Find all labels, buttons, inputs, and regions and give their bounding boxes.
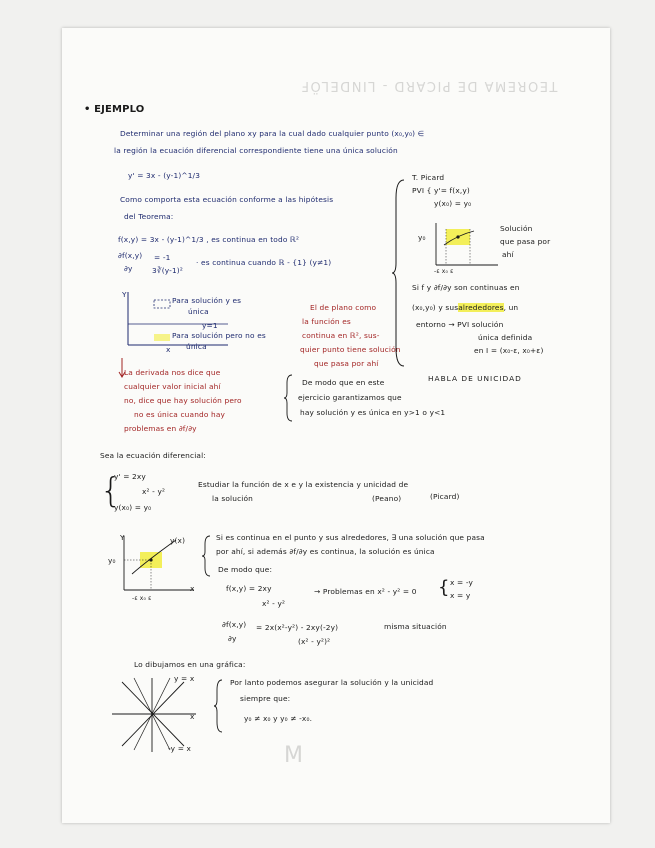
ex2-eq2: y(x₀) = y₀ (114, 503, 152, 512)
ex1-check-2: del Teorema: (124, 212, 174, 221)
brace-note-2: ejercicio garantizamos que (298, 393, 402, 402)
star-line-a: y = x (174, 674, 195, 683)
ex1-df-eq: = -1 (154, 253, 171, 262)
star-x-label: x (190, 712, 195, 721)
ex1-check-1: Como comporta esta ecuación conforme a las hipótesis (120, 195, 334, 204)
intro-line-2: la región la ecuación diferencial correspondiente tiene una única solución (114, 146, 398, 155)
ex2-brace-icon (202, 534, 212, 578)
ex2-graph-y0: y₀ (108, 556, 116, 565)
picard-bracket (392, 178, 406, 368)
picard-cond-4-a: (x₀,y₀) y sus (412, 303, 459, 312)
ex2-eq1: y' = 2xy (114, 472, 146, 481)
ex2-deriv-num: ∂f(x,y) (222, 620, 247, 629)
brace-icon (284, 373, 294, 423)
ex2-problems: → Problemas en x² - y² = 0 (314, 587, 417, 596)
intro-line-1: Determinar una región del plano xy para la cual dado cualquier punto (x₀,y₀) ∈ (120, 129, 425, 138)
picard-sol-3: ahí (502, 250, 514, 259)
red-note-5: que pasa por ahí (314, 359, 379, 368)
ex2-peano: (Peano) (372, 494, 402, 503)
ex2-eq1-den: x² - y² (142, 487, 166, 496)
conclusion-brace-icon (214, 678, 224, 734)
ex1-equation: y' = 3x - (y-1)^1/3 (128, 171, 201, 180)
ex1-df-den: ∂y (124, 264, 133, 273)
picard-cond-2: y(x₀) = y₀ (434, 199, 472, 208)
brace-note-1: De modo que en este (302, 378, 385, 387)
conclusion-2: siempre que: (240, 694, 291, 703)
red-note-2: la función es (302, 317, 351, 326)
picard-cond-4-b: , un (503, 303, 519, 312)
ex2-text-2: por ahí, si además ∂f/∂y es continua, la solución es única (216, 547, 435, 556)
ex2-graph-x: x (190, 584, 195, 593)
picard-footer: HABLA DE UNICIDAD (428, 374, 522, 383)
red-note-1: El de plano como (310, 303, 377, 312)
red-bottom-4: no es única cuando hay (134, 410, 226, 419)
picard-cond-5: entorno → PVI solución (416, 320, 504, 329)
heading: • EJEMPLO (84, 104, 145, 115)
red-bottom-5: problemas en ∂f/∂y (124, 424, 197, 433)
picard-cond-3: Si f y ∂f/∂y son continuas en (412, 283, 520, 292)
brace-note-3: hay solución y es única en y>1 o y<1 (300, 408, 446, 417)
ex2-graph-label: y(x) (170, 536, 186, 545)
ghost-title: TEOREMA DE PICARD - LINDELÖF (300, 78, 558, 93)
ex2-text-1: Si es continua en el punto y sus alrededores, ∃ una solución que pasa (216, 533, 485, 542)
ex2-intro: Sea la ecuación diferencial: (100, 451, 206, 460)
ex2-f-den: x² - y² (262, 599, 286, 608)
ex2-cases-1: x = -y (450, 578, 474, 587)
ex2-picard: (Picard) (430, 492, 460, 501)
ex1-graph-y: Y (122, 290, 127, 299)
star-line-b: -y = x (168, 744, 192, 753)
ex1-graph-mark: y=1 (202, 321, 218, 330)
ex2-cases-2: x = y (450, 591, 471, 600)
ghost-stamp: M (284, 743, 305, 768)
red-note-4: quier punto tiene solución (300, 345, 401, 354)
ex1-f-line: f(x,y) = 3x - (y-1)^1/3 , es continua en todo ℝ² (118, 235, 300, 244)
picard-y0: y₀ (418, 233, 426, 242)
ex1-graph-top: Para solución y es (172, 296, 242, 305)
picard-sol-2: que pasa por (500, 237, 551, 246)
picard-cond-4-highlight: alrededores (458, 303, 504, 312)
ex2-brace: { (100, 471, 122, 511)
picard-cond-1: PVI { y'= f(x,y) (412, 186, 470, 195)
conclusion-3: y₀ ≠ x₀ y y₀ ≠ -x₀. (244, 714, 313, 723)
red-bottom-2: cualquier valor inicial ahí (124, 382, 221, 391)
ex1-df-cont: · es continua cuando ℝ - {1} (y≠1) (196, 258, 332, 267)
ex1-graph-bottom2: única (186, 342, 207, 351)
ex2-deriv-eq: = 2x(x²-y²) - 2xy(-2y) (256, 623, 339, 632)
ex2-study: Estudiar la función de x e y la existencia y unicidad de (198, 480, 409, 489)
ex2-same: misma situación (384, 622, 447, 631)
picard-cond-7: en I = (x₀-ε, x₀+ε) (474, 346, 544, 355)
ex2-deriv-den: ∂y (228, 634, 237, 643)
red-note-3: continua en ℝ², sus- (302, 331, 380, 340)
ex1-graph-x: x (166, 345, 171, 354)
ex2-graph-ticks: -ε x₀ ε (132, 595, 152, 602)
picard-graph (430, 223, 500, 273)
ex1-graph-bottom: Para solución pero no es (172, 331, 266, 340)
ex2-graph-y: Y (120, 533, 125, 542)
ex2-deriv-den2: (x² - y²)² (298, 637, 331, 646)
picard-ticks: -ε x₀ ε (434, 268, 454, 275)
ex2-study-2: la solución (212, 494, 254, 503)
ex1-graph-top2: única (188, 307, 209, 316)
ex1-df-den2: 3∛(y-1)² (152, 266, 183, 275)
notebook-page (62, 28, 610, 823)
ex2-f-def: f(x,y) = 2xy (226, 584, 272, 593)
red-bottom-3: no, dice que hay solución pero (124, 396, 242, 405)
ex1-df-num: ∂f(x,y) (118, 251, 143, 260)
conclusion-1: Por lanto podemos asegurar la solución y la unicidad (230, 678, 434, 687)
red-bottom-1: La derivada nos dice que (124, 368, 221, 377)
picard-cond-6: única definida (478, 333, 533, 342)
picard-title: T. Picard (412, 173, 445, 182)
ex2-text-3: De modo que: (218, 565, 273, 574)
picard-sol-1: Solución (500, 224, 533, 233)
picard-cond-4 (412, 303, 518, 312)
ex2-draw: Lo dibujamos en una gráfica: (134, 660, 246, 669)
ex2-cases-brace: { (438, 577, 450, 598)
